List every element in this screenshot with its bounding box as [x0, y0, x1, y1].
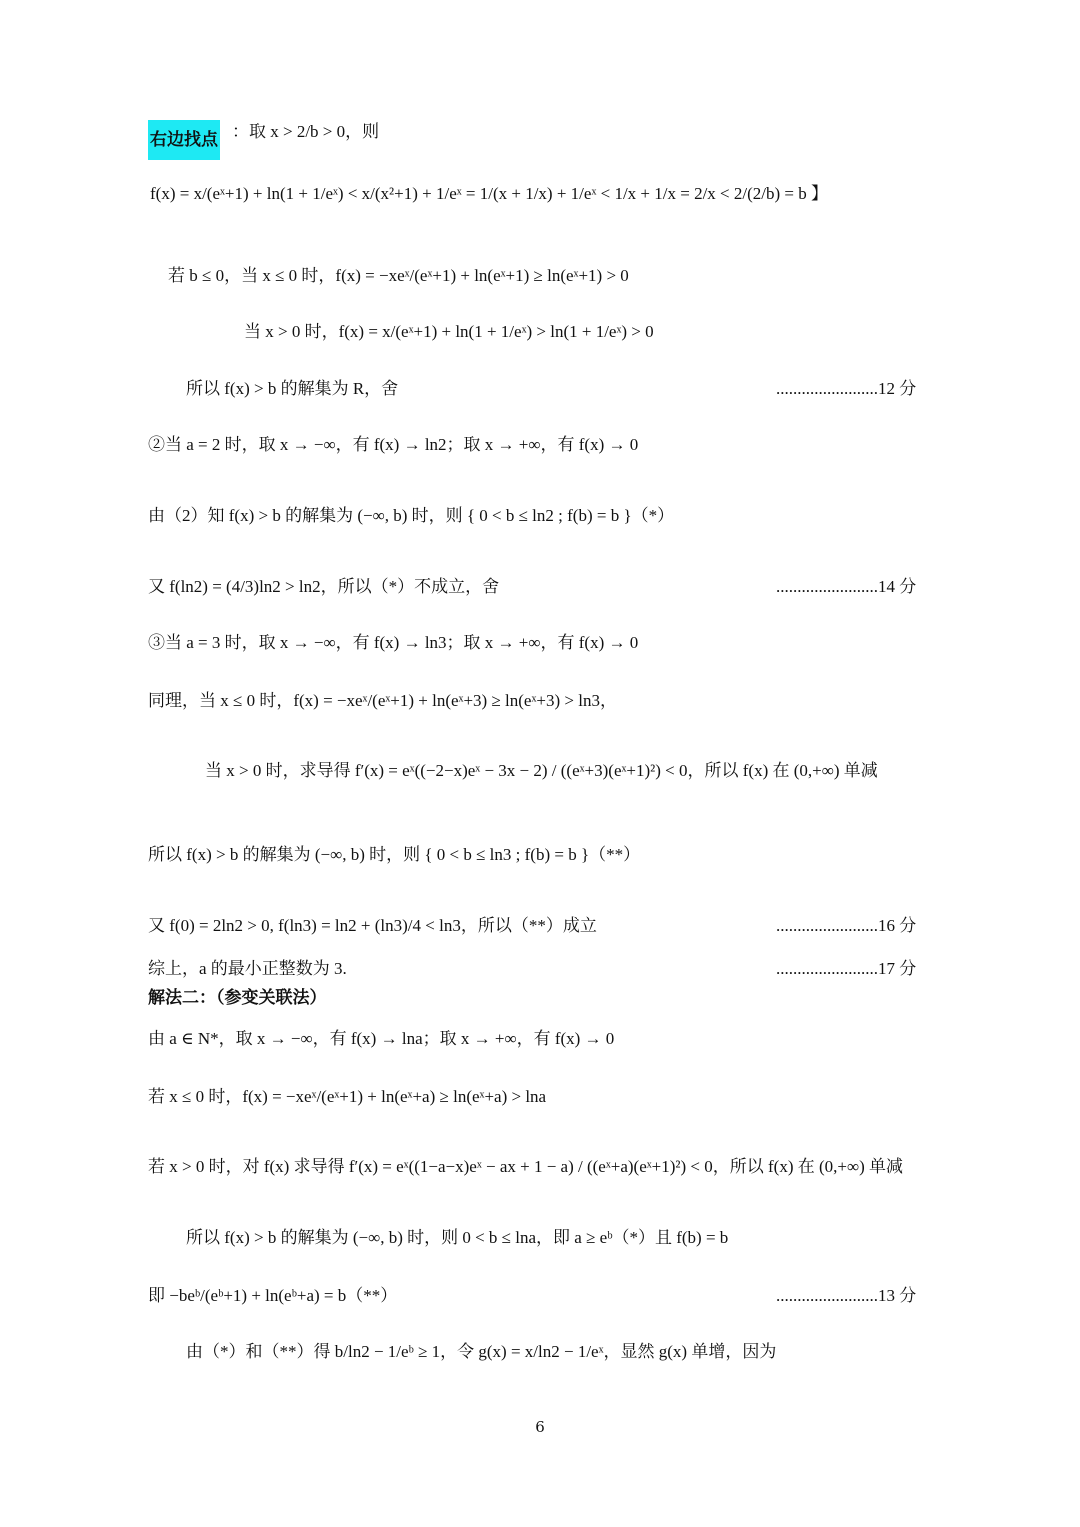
line-text: 若 x > 0 时，对 f(x) 求导得 f′(x) = eˣ((1−a−x)eˣ − ax + 1 − a) / ((eˣ+a)(eˣ+1)²) < 0，所以 f(x) 在 (0,+∞) 单减 [148, 1157, 904, 1176]
score-label: ........................17 分 [776, 959, 917, 978]
score-label: ........................13 分 [776, 1286, 917, 1305]
line-text: 由（2）知 f(x) > b 的解集为 (−∞, b) 时，则 { 0 < b ≤ ln2 ; f(b) = b }（*） [148, 506, 675, 525]
highlight-label: 右边找点 [148, 120, 220, 160]
line-text: 所以 f(x) > b 的解集为 (−∞, b) 时，则 { 0 < b ≤ ln3 ; f(b) = b }（**） [148, 845, 641, 864]
line-text: 当 x > 0 时，求导得 f′(x) = eˣ((−2−x)eˣ − 3x − 2) / ((eˣ+3)(eˣ+1)²) < 0，所以 f(x) 在 (0,+∞) 单减 [205, 761, 878, 780]
score-label: ........................12 分 [776, 379, 917, 398]
line-text: 又 f(0) = 2ln2 > 0, f(ln3) = ln2 + (ln3)/4 < ln3，所以（**）成立 [148, 916, 597, 935]
line-text: 若 b ≤ 0，当 x ≤ 0 时，f(x) = −xeˣ/(eˣ+1) + ln(eˣ+1) ≥ ln(eˣ+1) > 0 [168, 266, 629, 285]
line-text: 同理，当 x ≤ 0 时，f(x) = −xeˣ/(eˣ+1) + ln(eˣ+3) ≥ ln(eˣ+3) > ln3， [148, 691, 617, 710]
line-text: 若 x ≤ 0 时，f(x) = −xeˣ/(eˣ+1) + ln(eˣ+a) ≥ ln(eˣ+a) > lna [148, 1087, 547, 1106]
line-text: ：取 x > 2/b > 0，则 [232, 122, 380, 141]
line-text: 综上，a 的最小正整数为 3. [148, 959, 347, 978]
page-number: 6 [535, 1418, 545, 1436]
score-label: ........................14 分 [776, 577, 917, 596]
score-label: ........................16 分 [776, 916, 917, 935]
line-text: 又 f(ln2) = (4/3)ln2 > ln2，所以（*）不成立，舍 [148, 577, 500, 596]
line-text: 由（*）和（**）得 b/ln2 − 1/eᵇ ≥ 1，令 g(x) = x/ln2 − 1/eˣ，显然 g(x) 单增，因为 [186, 1342, 777, 1361]
section-heading: 解法二：（参变关联法） [148, 988, 327, 1008]
line-text: 所以 f(x) > b 的解集为 R，舍 [186, 379, 399, 398]
line-text: f(x) = x/(eˣ+1) + ln(1 + 1/eˣ) < x/(x²+1) + 1/eˣ = 1/(x + 1/x) + 1/eˣ < 1/x + 1/x = 2/x < 2/(2/b) = b 】 [150, 184, 828, 203]
line-text: 由 a ∈ N*，取 x → −∞，有 f(x) → lna；取 x → +∞，有 f(x) → 0 [148, 1029, 615, 1048]
line-text: 所以 f(x) > b 的解集为 (−∞, b) 时，则 0 < b ≤ lna，即 a ≥ eᵇ（*）且 f(b) = b [186, 1228, 729, 1247]
line-text: ③当 a = 3 时，取 x → −∞，有 f(x) → ln3；取 x → +∞，有 f(x) → 0 [148, 633, 639, 652]
line-text: 即 −beᵇ/(eᵇ+1) + ln(eᵇ+a) = b（**） [148, 1286, 398, 1305]
line-text: ②当 a = 2 时，取 x → −∞，有 f(x) → ln2；取 x → +∞，有 f(x) → 0 [148, 435, 639, 454]
line-text: 当 x > 0 时，f(x) = x/(eˣ+1) + ln(1 + 1/eˣ) > ln(1 + 1/eˣ) > 0 [244, 322, 654, 341]
